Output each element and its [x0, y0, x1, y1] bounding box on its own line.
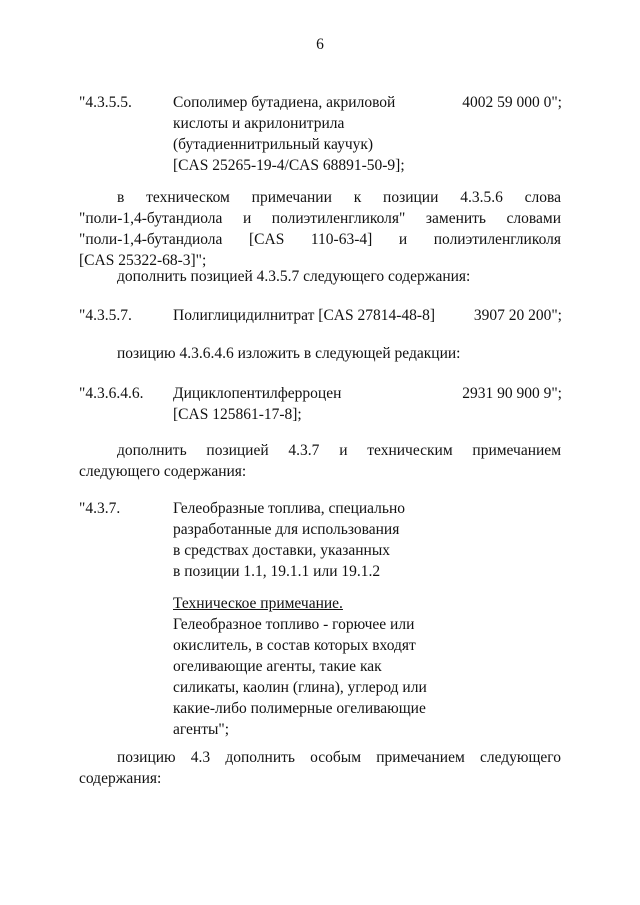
- entry-description-4355: [173, 92, 405, 176]
- entry-description-4357: [173, 305, 435, 326]
- paragraph-line: "поли-1,4-бутандиола [CAS 110-63-4] и полиэтиленгликоля: [79, 231, 561, 248]
- paragraph-line: следующего содержания:: [79, 463, 247, 480]
- description-line: в позиции 1.1, 19.1.1 или 19.1.2: [173, 563, 381, 580]
- paragraph-line: позицию 4.3 дополнить особым примечанием следующего: [117, 749, 561, 766]
- entry-code-4364: "4.3.6.4.6.: [79, 385, 144, 402]
- technical-note-title: Техническое примечание.: [173, 595, 343, 612]
- paragraph-add-4357: [79, 266, 561, 287]
- description-line: Дициклопентилферроцен: [173, 385, 342, 402]
- paragraph-line: [CAS 25322-68-3]";: [79, 252, 207, 269]
- paragraph-4364: [79, 343, 561, 364]
- hs-code-4355: 4002 59 000 0";: [462, 94, 562, 111]
- description-line: Сополимер бутадиена, акриловой: [173, 94, 396, 111]
- technical-note-line: окислитель, в состав которых входят: [173, 637, 416, 654]
- description-line: [CAS 25265-19-4/CAS 68891-50-9];: [173, 157, 405, 174]
- paragraph-line: дополнить позицией 4.3.7 и техническим примечанием: [117, 442, 561, 459]
- paragraph-line: дополнить позицией 4.3.5.7 следующего содержания:: [117, 268, 471, 285]
- entry-description-437: [173, 498, 405, 582]
- technical-note-line: огеливающие агенты, такие как: [173, 658, 382, 675]
- description-line: Полиглицидилнитрат [CAS 27814-48-8]: [173, 307, 435, 324]
- technical-note-line: силикаты, каолин (глина), углерод или: [173, 679, 427, 696]
- paragraph-line: в техническом примечании к позиции 4.3.5.6 слова: [117, 189, 561, 206]
- technical-note-line: какие-либо полимерные огеливающие: [173, 700, 426, 717]
- description-line: разработанные для использования: [173, 521, 400, 538]
- description-line: (бутадиеннитрильный каучук): [173, 136, 374, 153]
- description-line: [CAS 125861-17-8];: [173, 406, 302, 423]
- paragraph-tech-note-amendment: [79, 187, 561, 271]
- technical-note-437: [173, 593, 427, 740]
- paragraph-add-437: [79, 440, 561, 482]
- entry-description-4364: [173, 383, 341, 425]
- paragraph-line: позицию 4.3.6.4.6 изложить в следующей редакции:: [117, 345, 461, 362]
- entry-code-4355: "4.3.5.5.: [79, 94, 132, 111]
- technical-note-line: агенты";: [173, 721, 230, 738]
- hs-code-4357: 3907 20 200";: [473, 307, 562, 324]
- entry-code-4357: "4.3.5.7.: [79, 307, 132, 324]
- paragraph-line: содержания:: [79, 770, 162, 787]
- description-line: в средствах доставки, указанных: [173, 542, 390, 559]
- page-number: 6: [316, 36, 324, 53]
- entry-code-437: "4.3.7.: [79, 500, 121, 517]
- description-line: Гелеобразные топлива, специально: [173, 500, 406, 517]
- paragraph-line: "поли-1,4-бутандиола и полиэтиленгликоля" заменить словами: [79, 210, 561, 227]
- technical-note-line: Гелеобразное топливо - горючее или: [173, 616, 415, 633]
- paragraph-43-special-note: [79, 747, 561, 789]
- hs-code-4364: 2931 90 900 9";: [462, 385, 562, 402]
- description-line: кислоты и акрилонитрила: [173, 115, 345, 132]
